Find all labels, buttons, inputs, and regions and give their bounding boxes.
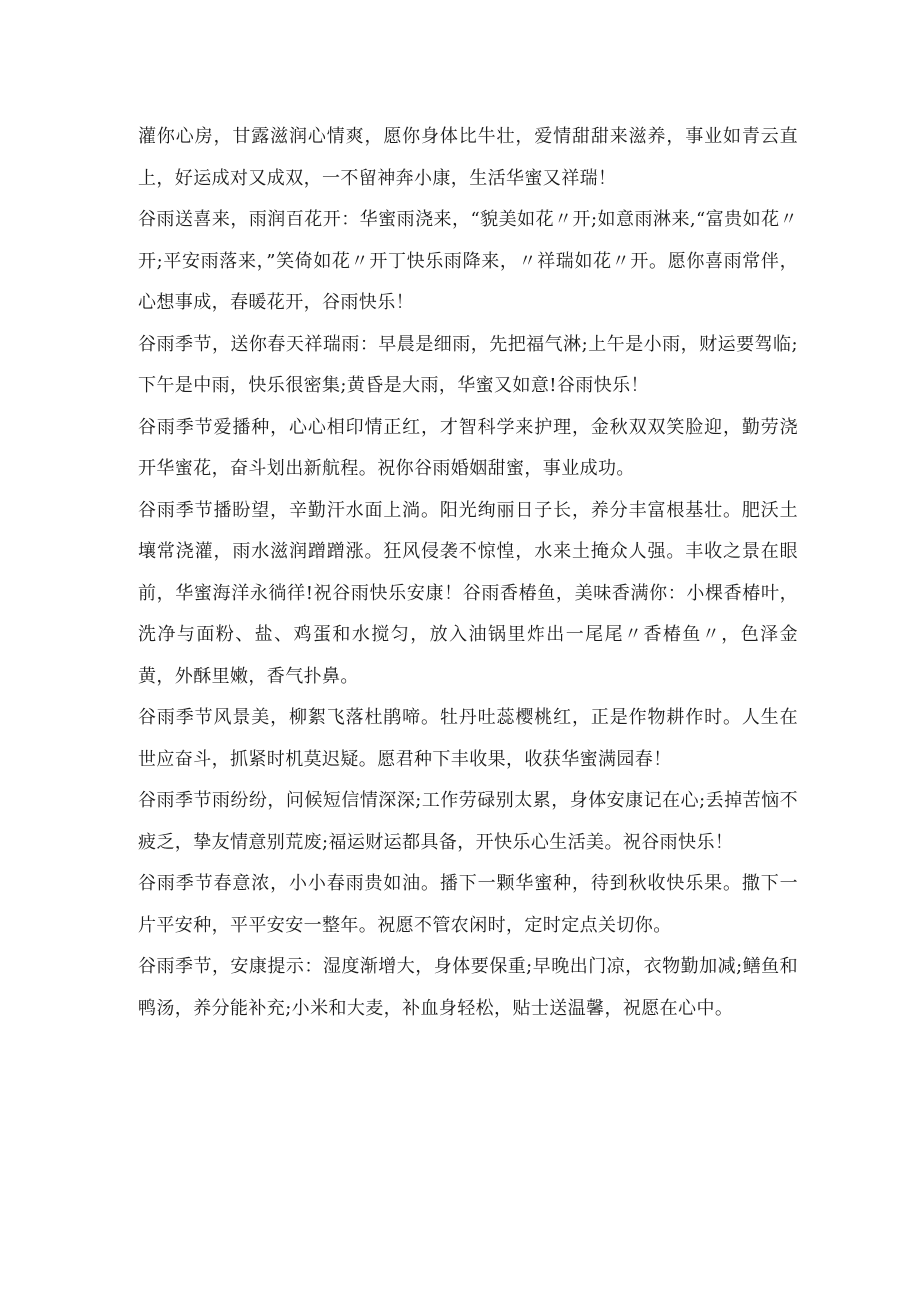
paragraph: 谷雨季节春意浓，小小春雨贵如油。播下一颗华蜜种，待到秋收快乐果。撒下一片平安种，平平安安一整年。祝愿不管农闲时，定时定点关切你。 xyxy=(138,873,798,936)
paragraph: 谷雨季节雨纷纷，问候短信情深深;工作劳碌别太累，身体安康记在心;丢掉苦恼不疲乏，挚友情意别荒废;福运财运都具备，开快乐心生活美。祝谷雨快乐！ xyxy=(138,790,798,853)
paragraph: 谷雨季节播盼望，辛勤汗水面上淌。阳光绚丽日子长，养分丰富根基壮。肥沃土壤常浇灌，雨水滋润蹭蹭涨。狂风侵袭不惊惶，水来土掩众人强。丰收之景在眼前，华蜜海洋永徜徉!祝谷雨快乐安康！谷雨香椿鱼，美味香满你：小棵香椿叶，洗净与面粉、盐、鸡蛋和水搅匀，放入油锅里炸出一尾尾〃香椿鱼〃，色泽金黄，外酥里嫩，香气扑鼻。 xyxy=(138,499,798,687)
paragraph: 谷雨季节风景美，柳絮飞落杜鹃啼。牡丹吐蕊樱桃红，正是作物耕作时。人生在世应奋斗，抓紧时机莫迟疑。愿君种下丰收果，收获华蜜满园春！ xyxy=(138,707,798,770)
paragraph: 谷雨送喜来，雨润百花开：华蜜雨浇来，“貌美如花〃开;如意雨淋来,“富贵如花〃开;平安雨落来，”笑倚如花〃开丁快乐雨降来，〃祥瑞如花〃开。愿你喜雨常伴，心想事成，春暖花开，谷雨快乐！ xyxy=(138,209,798,313)
paragraph: 谷雨季节，安康提示：湿度渐增大，身体要保重;早晚出门凉，衣物勤加减;鳝鱼和鸭汤，养分能补充;小米和大麦，补血身轻松，贴士送温馨，祝愿在心中。 xyxy=(138,956,798,1019)
document-body xyxy=(138,116,798,1029)
paragraph: 谷雨季节，送你春天祥瑞雨：早晨是细雨，先把福气淋;上午是小雨，财运要驾临;下午是中雨，快乐很密集;黄昏是大雨，华蜜又如意!谷雨快乐！ xyxy=(138,333,798,396)
paragraph: 谷雨季节爱播种，心心相印情正红，才智科学来护理，金秋双双笑脸迎，勤劳浇开华蜜花，奋斗划出新航程。祝你谷雨婚姻甜蜜，事业成功。 xyxy=(138,416,798,479)
paragraph: 灌你心房，甘露滋润心情爽，愿你身体比牛壮，爱情甜甜来滋养，事业如青云直上，好运成对又成双，一不留神奔小康，生活华蜜又祥瑞！ xyxy=(138,126,798,189)
